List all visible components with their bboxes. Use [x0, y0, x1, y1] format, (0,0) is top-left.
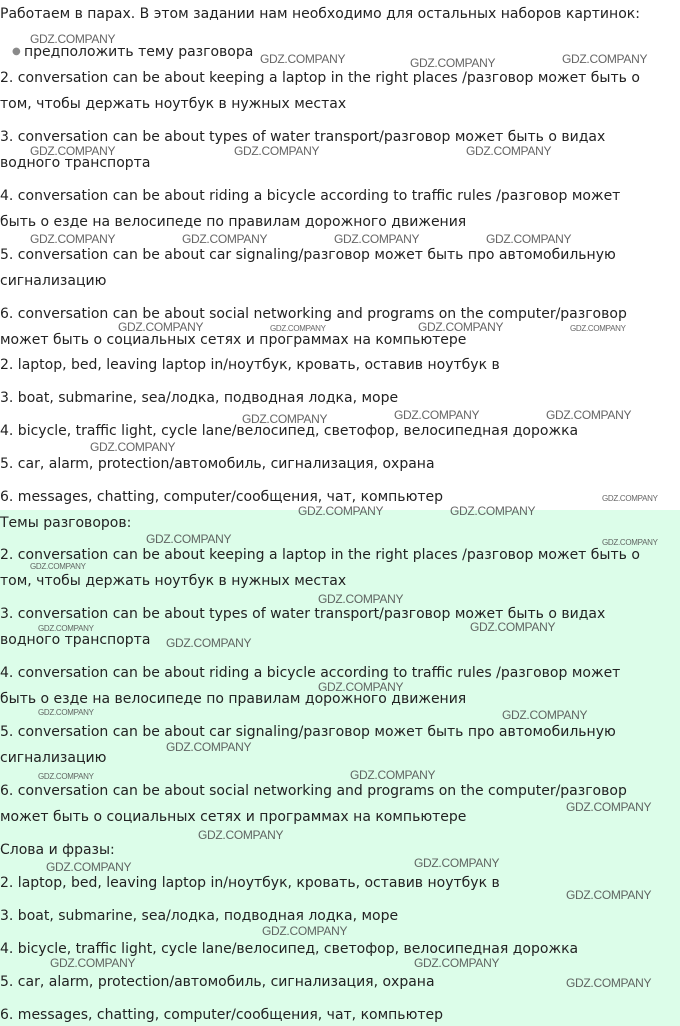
watermark: GDZ.COMPANY [234, 144, 320, 158]
watermark: GDZ.COMPANY [570, 324, 626, 333]
words-6-b: 6. messages, chatting, computer/сообщения, чат, компьютер [0, 1007, 444, 1023]
watermark: GDZ.COMPANY [30, 232, 116, 246]
watermark: GDZ.COMPANY [118, 320, 204, 334]
watermark: GDZ.COMPANY [562, 52, 648, 66]
watermark: GDZ.COMPANY [50, 956, 136, 970]
watermark: GDZ.COMPANY [566, 888, 652, 902]
words-5: 5. car, alarm, protection/автомобиль, сигнализация, охрана [0, 456, 435, 472]
watermark: GDZ.COMPANY [318, 680, 404, 694]
watermark: GDZ.COMPANY [270, 324, 326, 333]
bullet-icon: ● [12, 46, 21, 57]
topic-2-line1: 2. conversation can be about keeping a laptop in the right places /разговор может быть о [0, 70, 640, 86]
topic-6-line1-b: 6. conversation can be about social networking and programs on the computer/разговор [0, 783, 627, 799]
topic-2-line1-b: 2. conversation can be about keeping a laptop in the right places /разговор может быть о [0, 547, 640, 563]
watermark: GDZ.COMPANY [466, 144, 552, 158]
watermark: GDZ.COMPANY [298, 504, 384, 518]
topic-5-line2-b: сигнализацию [0, 750, 107, 766]
topic-3-line1-b: 3. conversation can be about types of water transport/разговор может быть о видах [0, 606, 606, 622]
watermark: GDZ.COMPANY [182, 232, 268, 246]
topic-3-line2: водного транспорта [0, 155, 151, 171]
watermark: GDZ.COMPANY [602, 538, 658, 547]
watermark: GDZ.COMPANY [166, 636, 252, 650]
watermark: GDZ.COMPANY [262, 924, 348, 938]
bullet-text: предположить тему разговора [24, 44, 254, 60]
watermark: GDZ.COMPANY [30, 144, 116, 158]
watermark: GDZ.COMPANY [38, 624, 94, 633]
watermark: GDZ.COMPANY [450, 504, 536, 518]
topic-3-line1: 3. conversation can be about types of water transport/разговор может быть о видах [0, 129, 606, 145]
watermark: GDZ.COMPANY [242, 412, 328, 426]
watermark: GDZ.COMPANY [394, 408, 480, 422]
words-4-b: 4. bicycle, traffic light, cycle lane/велосипед, светофор, велосипедная дорожка [0, 941, 579, 957]
topic-5-line1-b: 5. conversation can be about car signaling/разговор может быть про автомобильную [0, 724, 616, 740]
watermark: GDZ.COMPANY [90, 440, 176, 454]
topic-4-line1: 4. conversation can be about riding a bicycle according to traffic rules /разговор может [0, 188, 621, 204]
words-3-b: 3. boat, submarine, sea/лодка, подводная лодка, море [0, 908, 399, 924]
watermark: GDZ.COMPANY [486, 232, 572, 246]
topic-3-line2-b: водного транспорта [0, 632, 151, 648]
watermark: GDZ.COMPANY [414, 856, 500, 870]
watermark: GDZ.COMPANY [30, 32, 116, 46]
watermark: GDZ.COMPANY [566, 800, 652, 814]
topic-6-line2: может быть о социальных сетях и программах на компьютере [0, 332, 467, 348]
words-2: 2. laptop, bed, leaving laptop in/ноутбук, кровать, оставив ноутбук в [0, 357, 500, 373]
topic-6-line1: 6. conversation can be about social networking and programs on the computer/разговор [0, 306, 627, 322]
watermark: GDZ.COMPANY [334, 232, 420, 246]
watermark: GDZ.COMPANY [146, 532, 232, 546]
topic-4-line2: быть о езде на велосипеде по правилам дорожного движения [0, 214, 467, 230]
topic-4-line2-b: быть о езде на велосипеде по правилам дорожного движения [0, 691, 467, 707]
watermark: GDZ.COMPANY [546, 408, 632, 422]
watermark: GDZ.COMPANY [46, 860, 132, 874]
words-4: 4. bicycle, traffic light, cycle lane/велосипед, светофор, велосипедная дорожка [0, 423, 579, 439]
watermark: GDZ.COMPANY [410, 56, 496, 70]
watermark: GDZ.COMPANY [414, 956, 500, 970]
watermark: GDZ.COMPANY [470, 620, 556, 634]
watermark: GDZ.COMPANY [38, 772, 94, 781]
watermark: GDZ.COMPANY [602, 494, 658, 503]
watermark: GDZ.COMPANY [30, 562, 86, 571]
topic-6-line2-b: может быть о социальных сетях и программах на компьютере [0, 809, 467, 825]
watermark: GDZ.COMPANY [198, 828, 284, 842]
watermark: GDZ.COMPANY [418, 320, 504, 334]
words-heading: Слова и фразы: [0, 842, 115, 858]
topic-4-line1-b: 4. conversation can be about riding a bicycle according to traffic rules /разговор может [0, 665, 621, 681]
topic-5-line1: 5. conversation can be about car signaling/разговор может быть про автомобильную [0, 247, 616, 263]
topic-2-line2-b: том, чтобы держать ноутбук в нужных местах [0, 573, 347, 589]
intro-text: Работаем в парах. В этом задании нам необходимо для остальных наборов картинок: [0, 6, 640, 22]
watermark: GDZ.COMPANY [566, 976, 652, 990]
topics-heading: Темы разговоров: [0, 515, 132, 531]
topic-2-line2: том, чтобы держать ноутбук в нужных местах [0, 96, 347, 112]
watermark: GDZ.COMPANY [318, 592, 404, 606]
watermark: GDZ.COMPANY [502, 708, 588, 722]
watermark: GDZ.COMPANY [260, 52, 346, 66]
watermark: GDZ.COMPANY [350, 768, 436, 782]
words-2-b: 2. laptop, bed, leaving laptop in/ноутбук, кровать, оставив ноутбук в [0, 875, 500, 891]
words-6: 6. messages, chatting, computer/сообщения, чат, компьютер [0, 489, 444, 505]
words-3: 3. boat, submarine, sea/лодка, подводная лодка, море [0, 390, 399, 406]
topic-5-line2: сигнализацию [0, 273, 107, 289]
words-5-b: 5. car, alarm, protection/автомобиль, сигнализация, охрана [0, 974, 435, 990]
watermark: GDZ.COMPANY [38, 708, 94, 717]
watermark: GDZ.COMPANY [166, 740, 252, 754]
